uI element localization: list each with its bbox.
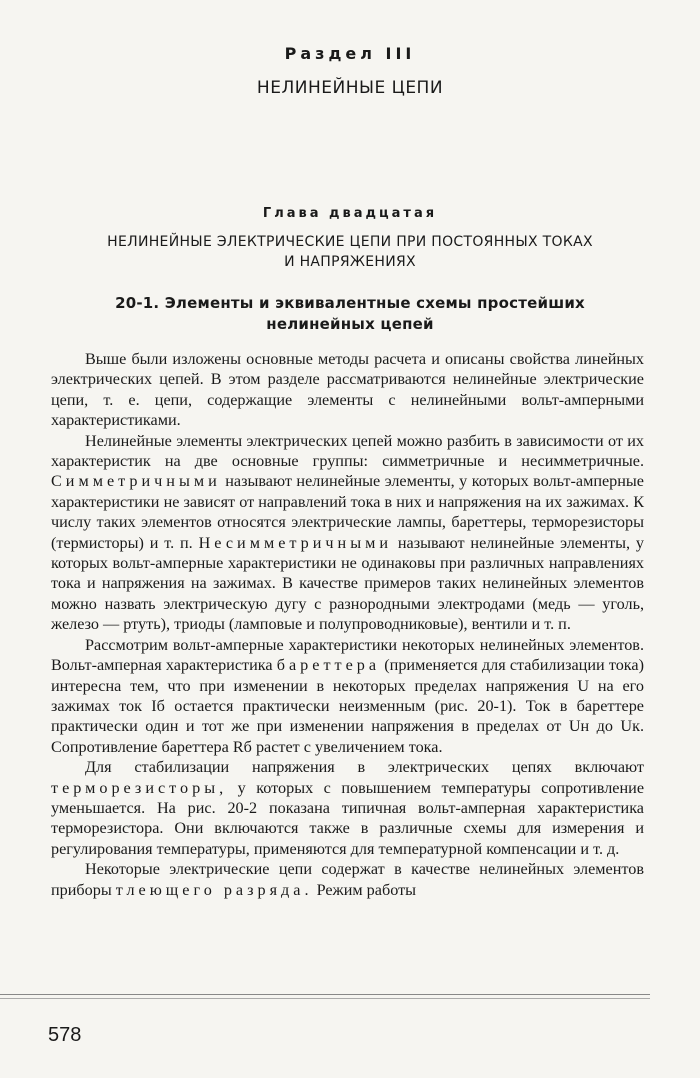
paragraph-1: Выше были изложены основные методы расчета и описаны свойства линейных электрических цепей. В этом разделе рассматриваются нелинейные электрические цепи, т. е. цепи, содержащие элементы с нелинейными вольт-амперными характеристиками. — [51, 350, 644, 430]
section-subtitle: НЕЛИНЕЙНЫЕ ЦЕПИ — [256, 78, 444, 98]
p2-term-symmetric: Симметричными — [51, 472, 221, 491]
p3-text-a: Рассмотрим вольт-амперные характеристики некоторых нелинейных элементов. Вольт-амперная характеристика — [51, 635, 644, 675]
paragraph-heading-line1: 20-1. Элементы и эквивалентные схемы простейших — [115, 294, 585, 312]
chapter-heading-line1: НЕЛИНЕЙНЫЕ ЭЛЕКТРИЧЕСКИЕ ЦЕПИ ПРИ ПОСТОЯННЫХ ТОКАХ — [107, 234, 593, 250]
scan-line-top — [0, 994, 650, 995]
p4-text-a: Для стабилизации напряжения в электрических цепях включают — [85, 758, 644, 777]
paragraph-3 — [51, 635, 644, 757]
p5-text-c: Режим работы — [316, 880, 417, 899]
p5-text-a: Некоторые электрические цепи содержат в качестве нелинейных элементов приборы — [51, 860, 644, 899]
body-text — [51, 349, 644, 900]
p3-text-c: (применяется для стабилизации тока) интересна тем, что при изменении в некоторых пределах напряжения U на его зажимах ток Iб остается практически неизменным (рис. 20-1). Ток в бареттере практически один и тот же при изменении напряжения в пределах от Uн до Uк. Сопротивление бареттера Rб растет с увеличением тока. — [51, 656, 645, 756]
paragraph-heading — [0, 293, 700, 335]
p3-term-barretter: бареттера — [276, 656, 381, 675]
scan-line-bottom — [0, 998, 650, 999]
paragraph-4 — [51, 757, 644, 859]
paragraph-2 — [51, 431, 644, 635]
chapter-heading-line2: И НАПРЯЖЕНИЯХ — [284, 254, 416, 270]
p2-text-a: Нелинейные элементы электрических цепей можно разбить в зависимости от их характеристик на две основные группы: симметричные и несимметричные. — [51, 431, 644, 471]
section-title: Раздел III — [284, 44, 416, 63]
chapter-heading — [0, 232, 700, 272]
paragraph-5 — [51, 859, 644, 900]
p4-term-thermistors: терморезисторы, — [51, 778, 228, 797]
p2-text-e: называют нелинейные элементы, у которых вольт-амперные характеристики не одинаковы при различных направлениях тока и напряжения на зажимах. В качестве примеров таких нелинейных элементов можно назвать электрическую дугу с разнородными электродами (медь — уголь, железо — ртуть), триоды (ламповые и полупроводниковые), вентили и т. п. — [51, 533, 645, 634]
p2-text-c: называют нелинейные элементы, у которых вольт-амперные характеристики не зависят от направлений тока в них и напряжения на их зажимах. К числу таких элементов относятся электрические лампы, бареттеры, терморезисторы (термисторы) и т. п. — [51, 472, 644, 552]
paragraph-heading-line2: нелинейных цепей — [266, 315, 434, 333]
p2-term-asymmetric: Несимметричными — [198, 533, 393, 552]
chapter-title: Глава двадцатая — [262, 206, 438, 221]
p5-term-glow-discharge: тлеющего разряда. — [115, 880, 313, 899]
page-number: 578 — [48, 1024, 82, 1046]
p4-text-c: у которых с повышением температуры сопротивление уменьшается. На рис. 20-2 показана типичная вольт-амперная характеристика терморезистора. Они включаются также в различные схемы для измерения и регулирования температуры, применяются для температурной компенсации и т. д. — [51, 778, 645, 858]
